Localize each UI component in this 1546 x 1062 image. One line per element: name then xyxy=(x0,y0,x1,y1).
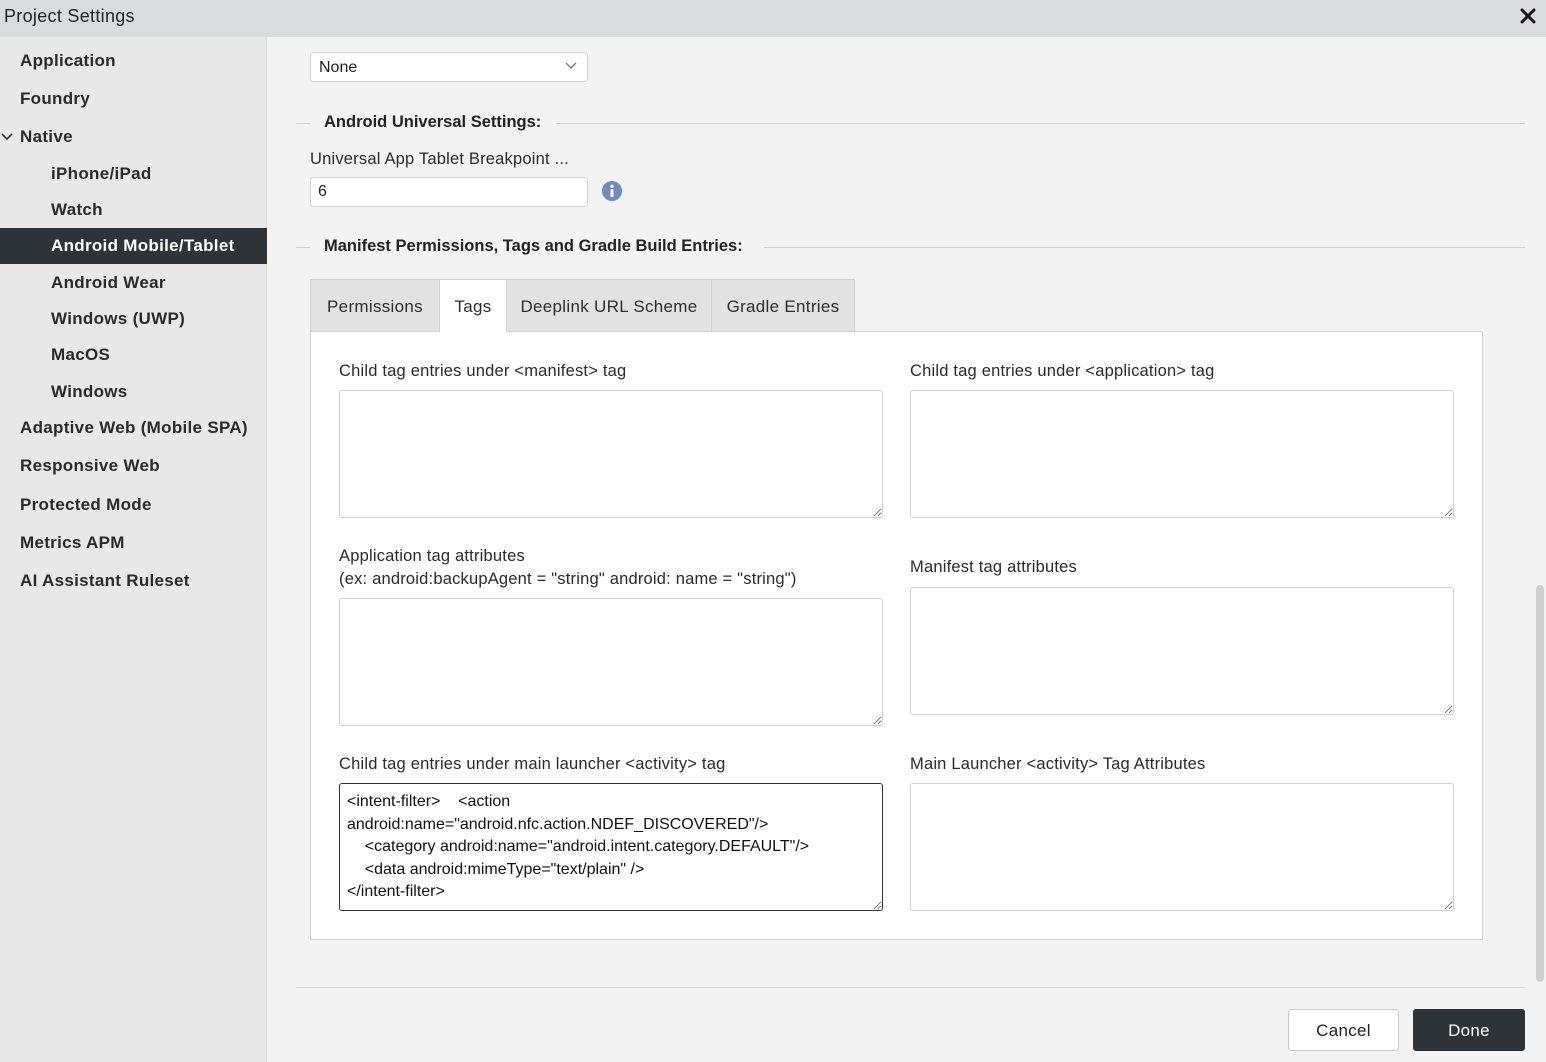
footer-divider xyxy=(296,987,1525,988)
sidebar-item-label: MacOS xyxy=(51,345,111,364)
sidebar-item-label: iPhone/iPad xyxy=(51,164,152,183)
button-label: Done xyxy=(1448,1021,1490,1040)
sidebar-item-label: Watch xyxy=(51,200,103,219)
sidebar-item-label: Android Wear xyxy=(51,273,166,292)
application-child-textarea[interactable] xyxy=(910,390,1454,518)
tab-permissions[interactable] xyxy=(310,279,440,332)
launcher-child-label: Child tag entries under main launcher <activity> tag xyxy=(339,755,726,773)
sidebar-item-windows-uwp[interactable] xyxy=(0,301,267,337)
sidebar-item-label: Protected Mode xyxy=(20,495,152,514)
done-button[interactable] xyxy=(1413,1009,1525,1051)
launcher-child-textarea[interactable] xyxy=(339,783,883,911)
cancel-button[interactable] xyxy=(1288,1009,1399,1051)
sidebar-item-windows[interactable] xyxy=(0,374,267,410)
sidebar-item-label: Foundry xyxy=(20,89,91,108)
tab-deeplink-url-scheme[interactable] xyxy=(506,279,712,332)
info-icon[interactable] xyxy=(602,181,622,201)
sidebar-item-android-mobile-tablet[interactable] xyxy=(0,228,267,264)
dropdown-value: None xyxy=(319,59,358,76)
sidebar-item-metrics-apm[interactable] xyxy=(0,525,267,561)
sidebar-item-label: Windows xyxy=(51,382,128,401)
tab-label: Permissions xyxy=(327,297,423,316)
sidebar-item-label: Adaptive Web (Mobile SPA) xyxy=(20,418,248,437)
sidebar-item-label: Metrics APM xyxy=(20,533,125,552)
window-title: Project Settings xyxy=(4,6,135,26)
sidebar-item-label: Native xyxy=(20,127,73,146)
tab-gradle-entries[interactable] xyxy=(711,279,855,332)
sidebar-item-macos[interactable] xyxy=(0,337,267,373)
chevron-down-icon[interactable] xyxy=(1,133,13,141)
sidebar-item-foundry[interactable] xyxy=(0,81,267,117)
sidebar-item-native[interactable] xyxy=(0,119,267,155)
divider xyxy=(296,247,310,248)
sidebar-item-protected-mode[interactable] xyxy=(0,487,267,523)
close-button[interactable] xyxy=(1516,4,1540,28)
section-heading: Manifest Permissions, Tags and Gradle Build Entries: xyxy=(324,237,743,255)
tab-label: Deeplink URL Scheme xyxy=(520,297,698,316)
launcher-attrs-label: Main Launcher <activity> Tag Attributes xyxy=(910,755,1206,773)
manifest-attrs-label: Manifest tag attributes xyxy=(910,558,1077,576)
sidebar-item-label: Android Mobile/Tablet xyxy=(51,236,235,255)
sidebar-item-application[interactable] xyxy=(0,43,267,79)
divider xyxy=(296,123,310,124)
divider xyxy=(556,123,1525,124)
sidebar-item-label: AI Assistant Ruleset xyxy=(20,571,190,590)
title-bar xyxy=(0,0,1546,37)
sidebar-item-responsive-web[interactable] xyxy=(0,448,267,484)
tab-tags[interactable] xyxy=(439,279,507,332)
application-attrs-hint: (ex: android:backupAgent = "string" android: name = "string") xyxy=(339,570,797,588)
chevron-down-icon xyxy=(565,62,577,70)
breakpoint-label: Universal App Tablet Breakpoint ... xyxy=(310,150,569,168)
section-universal-settings xyxy=(296,113,1525,133)
tags-panel xyxy=(310,331,1483,940)
sidebar xyxy=(0,37,267,1062)
sidebar-item-android-wear[interactable] xyxy=(0,265,267,301)
application-child-label: Child tag entries under <application> tag xyxy=(910,362,1215,380)
launcher-attrs-textarea[interactable] xyxy=(910,783,1454,911)
divider xyxy=(764,247,1525,248)
close-icon xyxy=(1516,4,1540,28)
sidebar-item-iphone-ipad[interactable] xyxy=(0,156,267,192)
section-manifest xyxy=(296,237,1525,257)
tab-label: Tags xyxy=(454,297,492,316)
breakpoint-input[interactable] xyxy=(310,177,588,207)
sidebar-item-watch[interactable] xyxy=(0,192,267,228)
application-attrs-label: Application tag attributes xyxy=(339,547,525,565)
top-dropdown[interactable] xyxy=(310,52,588,82)
sidebar-item-label: Application xyxy=(20,51,116,70)
sidebar-item-label: Windows (UWP) xyxy=(51,309,186,328)
sidebar-item-adaptive-web[interactable] xyxy=(0,410,267,446)
main-content xyxy=(268,37,1546,1062)
sidebar-item-ai-assistant-ruleset[interactable] xyxy=(0,563,267,599)
vertical-scrollbar[interactable] xyxy=(1536,585,1544,982)
manifest-child-textarea[interactable] xyxy=(339,390,883,518)
sidebar-item-label: Responsive Web xyxy=(20,456,160,475)
manifest-child-label: Child tag entries under <manifest> tag xyxy=(339,362,627,380)
manifest-attrs-textarea[interactable] xyxy=(910,587,1454,715)
application-attrs-textarea[interactable] xyxy=(339,598,883,726)
section-heading: Android Universal Settings: xyxy=(324,113,542,131)
button-label: Cancel xyxy=(1316,1021,1371,1040)
tab-label: Gradle Entries xyxy=(726,297,840,316)
